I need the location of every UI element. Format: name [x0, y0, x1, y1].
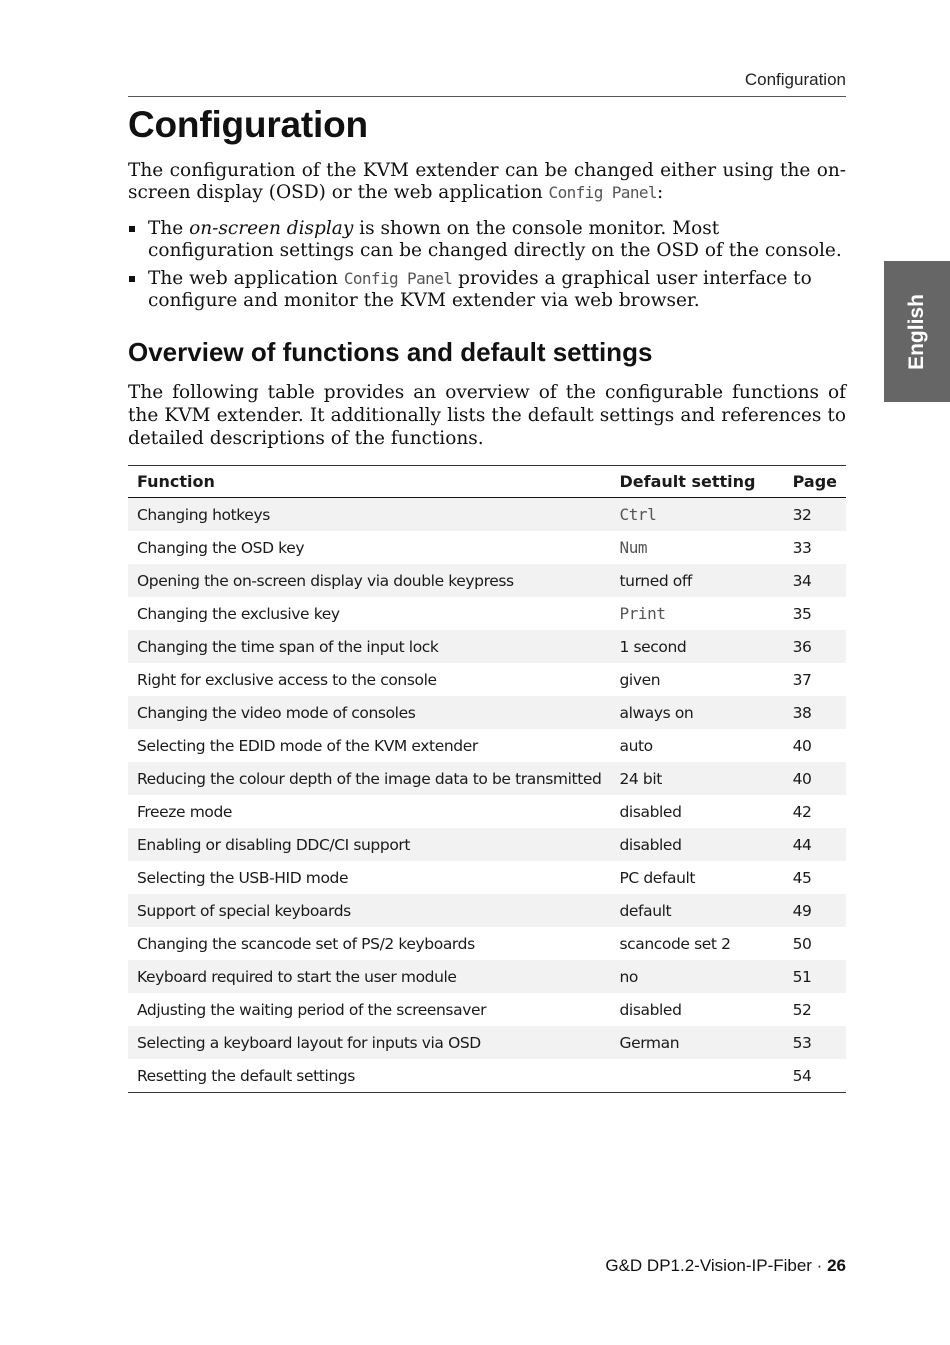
page-cell: 36: [792, 637, 812, 656]
function-cell: Changing the scancode set of PS/2 keyboards: [137, 934, 475, 953]
function-cell: Keyboard required to start the user module: [137, 967, 457, 986]
default-setting-cell: 24 bit: [619, 769, 662, 788]
table-row: [128, 1026, 846, 1059]
table-header-row: [128, 466, 846, 498]
table-row: [128, 894, 846, 927]
section-heading: Overview of functions and default settings: [128, 337, 653, 367]
default-setting-cell: scancode set 2: [619, 934, 731, 953]
page-cell: 38: [792, 703, 812, 722]
default-setting-cell: always on: [619, 703, 694, 722]
page-cell: 44: [792, 835, 812, 854]
config-panel-term: Config Panel: [548, 183, 657, 202]
table-row: [128, 960, 846, 993]
function-cell: Right for exclusive access to the console: [137, 670, 437, 689]
default-setting-cell: auto: [619, 736, 653, 755]
bullet-item-osd: [128, 218, 846, 262]
language-tab-label: English: [905, 293, 928, 370]
function-cell: Changing hotkeys: [137, 505, 270, 524]
function-cell: Opening the on-screen display via double keypress: [137, 571, 514, 590]
bullet-list: [128, 218, 846, 318]
bullet-emphasis: on-screen display: [189, 218, 354, 239]
page-title: Configuration: [128, 104, 368, 145]
header-rule: [128, 96, 846, 97]
function-cell: Reducing the colour depth of the image data to be transmitted: [137, 769, 602, 788]
page-cell: 40: [792, 769, 812, 788]
column-header-function: Function: [137, 472, 215, 491]
bullet-text-after: is shown on the console monitor. Most configuration settings can be changed directly on the OSD of the console.: [148, 218, 842, 261]
table-row: [128, 1059, 846, 1093]
default-setting-cell: Num: [619, 538, 648, 557]
default-setting-cell: disabled: [619, 835, 682, 854]
page-cell: 51: [792, 967, 812, 986]
intro-text-before: The configuration of the KVM extender can be changed either using the on-screen display (OSD) or the web application: [128, 160, 846, 203]
page-cell: 37: [792, 670, 812, 689]
functions-table: [128, 465, 846, 1093]
function-cell: Adjusting the waiting period of the screensaver: [137, 1000, 487, 1019]
default-setting-cell: given: [619, 670, 661, 689]
table-body: [128, 498, 846, 1093]
page-footer: [128, 1256, 846, 1276]
function-cell: Selecting the EDID mode of the KVM extender: [137, 736, 478, 755]
default-setting-cell: Ctrl: [619, 505, 657, 524]
square-bullet-icon: [129, 276, 135, 282]
default-setting-cell: PC default: [619, 868, 696, 887]
default-setting-cell: 1 second: [619, 637, 687, 656]
function-cell: Changing the OSD key: [137, 538, 305, 557]
table-row: [128, 729, 846, 762]
page-cell: 45: [792, 868, 812, 887]
table-row: [128, 861, 846, 894]
column-header-default-setting: Default setting: [619, 472, 756, 491]
function-cell: Changing the exclusive key: [137, 604, 340, 623]
default-setting-cell: no: [619, 967, 638, 986]
bullet-text-before: The web application: [148, 268, 344, 289]
page-cell: 53: [792, 1033, 812, 1052]
footer-product: G&D DP1.2-Vision-IP-Fiber ·: [605, 1256, 828, 1275]
function-cell: Selecting a keyboard layout for inputs via OSD: [137, 1033, 481, 1052]
page-cell: 50: [792, 934, 812, 953]
page-cell: 40: [792, 736, 812, 755]
page-cell: 34: [792, 571, 812, 590]
table-row: [128, 531, 846, 564]
bullet-text-before: The: [148, 218, 190, 239]
default-setting-cell: turned off: [619, 571, 692, 590]
table-row: [128, 795, 846, 828]
function-cell: Support of special keyboards: [137, 901, 351, 920]
page-number: 26: [827, 1256, 846, 1275]
running-header: Configuration: [744, 70, 846, 89]
table-row: [128, 597, 846, 630]
table-row: [128, 993, 846, 1026]
page-cell: 42: [792, 802, 812, 821]
square-bullet-icon: [129, 226, 135, 232]
default-setting-cell: disabled: [619, 1000, 682, 1019]
function-cell: Changing the video mode of consoles: [137, 703, 416, 722]
default-setting-cell: Print: [619, 604, 666, 623]
default-setting-cell: German: [619, 1033, 680, 1052]
page-cell: 35: [792, 604, 812, 623]
table-row: [128, 498, 846, 532]
table-row: [128, 663, 846, 696]
table-row: [128, 762, 846, 795]
page-cell: 54: [792, 1066, 812, 1085]
function-cell: Resetting the default settings: [137, 1066, 355, 1085]
table-row: [128, 696, 846, 729]
bullet-item-config-panel: [128, 268, 846, 312]
table-row: [128, 564, 846, 597]
default-setting-cell: default: [619, 901, 672, 920]
intro-text-after: :: [656, 182, 664, 203]
column-header-page: Page: [792, 472, 837, 491]
bullet-text-after: provides a graphical user interface to configure and monitor the KVM extender via web browser.: [148, 268, 812, 311]
page-cell: 52: [792, 1000, 812, 1019]
default-setting-cell: [610, 1059, 783, 1093]
language-tab: [884, 261, 950, 402]
table-row: [128, 828, 846, 861]
table-row: [128, 927, 846, 960]
function-cell: Freeze mode: [137, 802, 233, 821]
intro-paragraph: [128, 160, 846, 204]
table-row: [128, 630, 846, 663]
function-cell: Changing the time span of the input lock: [137, 637, 439, 656]
section-intro: The following table provides an overview of the configurable functions of the KVM extender. It additionally lists the default settings and references to detailed descriptions of the functions.: [128, 382, 846, 449]
default-setting-cell: disabled: [619, 802, 682, 821]
page-cell: 49: [792, 901, 812, 920]
page-cell: 33: [792, 538, 812, 557]
config-panel-term: Config Panel: [343, 269, 453, 288]
function-cell: Selecting the USB-HID mode: [137, 868, 349, 887]
page-cell: 32: [792, 505, 812, 524]
function-cell: Enabling or disabling DDC/CI support: [137, 835, 411, 854]
